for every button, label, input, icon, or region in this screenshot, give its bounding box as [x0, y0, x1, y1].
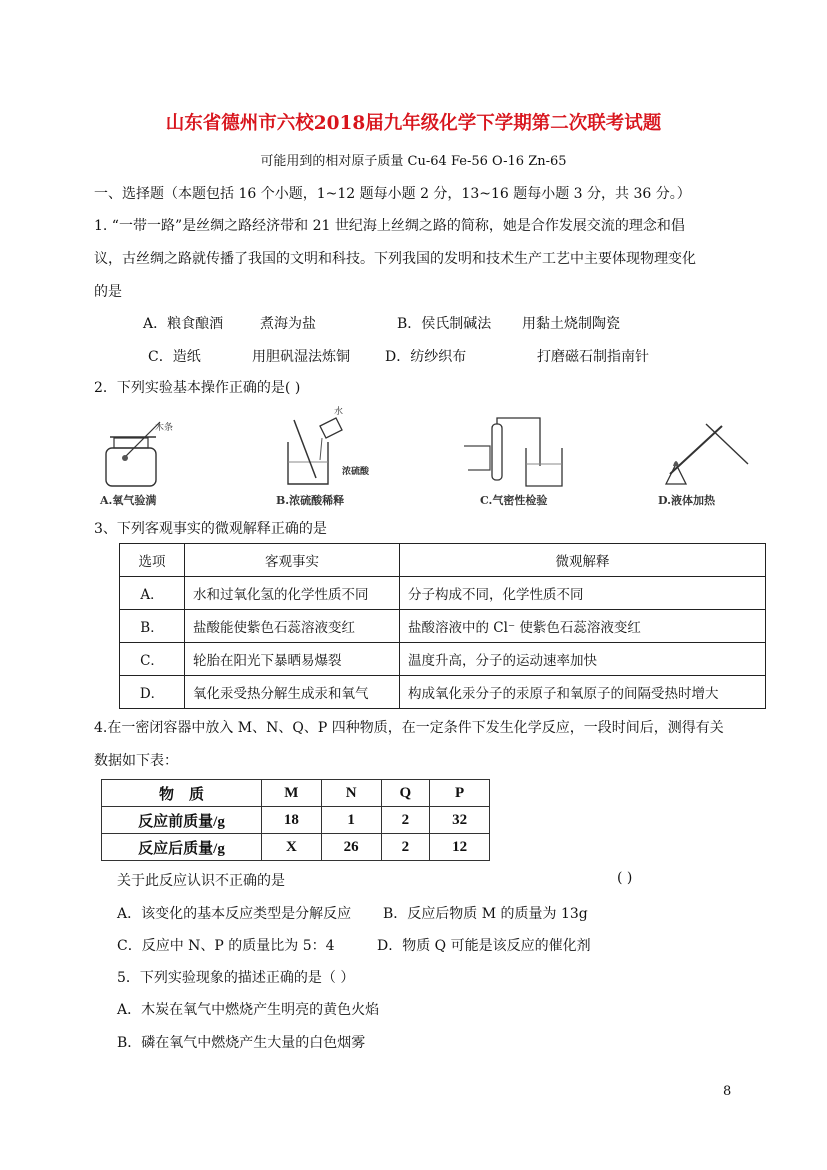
figure-airtightness-check [462, 400, 582, 510]
header-p: P [430, 780, 490, 807]
table-row [120, 610, 766, 643]
cell-n: 26 [321, 834, 381, 861]
q2-stem: 2．下列实验基本操作正确的是( ) [94, 380, 301, 396]
q3-stem: 3、下列客观事实的微观解释正确的是 [94, 521, 327, 537]
cell-p: 32 [430, 807, 490, 834]
row-explanation: 盐酸溶液中的 Cl⁻ 使紫色石蕊溶液变红 [400, 610, 766, 643]
q4-stem-line1: 4.在一密闭容器中放入 M、N、Q、P 四种物质，在一定条件下发生化学反应，一段时间后，测得有关 [94, 720, 724, 736]
water-label: 水 [334, 407, 344, 417]
section-heading: 一、选择题（本题包括 16 个小题，1~12 题每小题 2 分，13~16 题每小题 3 分，共 36 分。） [94, 186, 691, 202]
row-label: 反应前质量/g [102, 807, 262, 834]
caption-c: C.气密性检验 [480, 494, 548, 507]
cell-n: 1 [321, 807, 381, 834]
oxygen-bottle-diagram [100, 400, 180, 490]
figure-acid-dilution [276, 400, 386, 510]
table-row [102, 807, 490, 834]
q1-option-a-item2: 煮海为盐 [260, 316, 316, 332]
atomic-masses-note: 可能用到的相对原子质量 Cu-64 Fe-56 O-16 Zn-65 [260, 154, 567, 169]
q1-option-b: B．侯氏制碱法 [397, 316, 492, 332]
header-n: N [321, 780, 381, 807]
acid-label: 浓硫酸 [342, 467, 370, 477]
row-option: D． [120, 676, 185, 709]
table-row [120, 577, 766, 610]
q1-option-a: A．粮食酿酒 [143, 316, 224, 332]
row-fact: 盐酸能使紫色石蕊溶液变红 [185, 610, 400, 643]
header-m: M [262, 780, 322, 807]
q1-option-c-item2: 用胆矾湿法炼铜 [252, 349, 350, 365]
row-option: B． [120, 610, 185, 643]
cell-m: X [262, 834, 322, 861]
q5-option-a: A．木炭在氧气中燃烧产生明亮的黄色火焰 [117, 1002, 380, 1018]
table-row [120, 643, 766, 676]
q5-option-b: B．磷在氧气中燃烧产生大量的白色烟雾 [117, 1035, 366, 1051]
q1-stem-line2: 议，古丝绸之路就传播了我国的文明和科技。下列我国的发明和技术生产工艺中主要体现物理变化 [94, 251, 696, 267]
liquid-heating-diagram [656, 400, 756, 490]
q1-option-c: C．造纸 [148, 349, 201, 365]
header-q: Q [381, 780, 430, 807]
caption-d: D.液体加热 [658, 494, 715, 507]
q4-option-c: C．反应中 N、P 的质量比为 5：4 [117, 938, 335, 954]
table-row [102, 834, 490, 861]
q4-option-b: B．反应后物质 M 的质量为 13g [383, 906, 588, 922]
row-explanation: 分子构成不同，化学性质不同 [400, 577, 766, 610]
figure-oxygen-test [100, 400, 180, 510]
figure-liquid-heating [656, 400, 756, 510]
beaker-dilution-diagram [276, 400, 386, 490]
q1-stem-line3: 的是 [94, 284, 122, 300]
row-fact: 轮胎在阳光下暴晒易爆裂 [185, 643, 400, 676]
q4-answer-bracket: ( ) [617, 870, 633, 886]
row-fact: 氧化汞受热分解生成汞和氧气 [185, 676, 400, 709]
cell-q: 2 [381, 834, 430, 861]
header-option: 选项 [120, 544, 185, 577]
header-substance: 物 质 [102, 780, 262, 807]
q1-option-b-item2: 用黏土烧制陶瓷 [522, 316, 620, 332]
stick-label: 木条 [155, 423, 174, 433]
mass-data-table [101, 779, 490, 861]
q4-option-a: A．该变化的基本反应类型是分解反应 [117, 906, 352, 922]
page-title: 山东省德州市六校2018届九年级化学下学期第二次联考试题 [165, 113, 662, 134]
airtightness-diagram [462, 400, 582, 490]
caption-b: B.浓硫酸稀释 [276, 494, 345, 507]
q1-stem-line1: 1. “一带一路”是丝绸之路经济带和 21 世纪海上丝绸之路的简称，她是合作发展交流的理念和倡 [94, 218, 685, 234]
q5-stem: 5．下列实验现象的描述正确的是（ ） [117, 970, 355, 986]
header-fact: 客观事实 [185, 544, 400, 577]
cell-m: 18 [262, 807, 322, 834]
page-number: 8 [723, 1084, 732, 1099]
q1-option-d: D．纺纱织布 [385, 349, 467, 365]
caption-a: A.氧气验满 [100, 494, 157, 507]
row-label: 反应后质量/g [102, 834, 262, 861]
table-header-row [120, 544, 766, 577]
table-header-row [102, 780, 490, 807]
cell-p: 12 [430, 834, 490, 861]
row-option: A． [120, 577, 185, 610]
row-option: C． [120, 643, 185, 676]
table-row [120, 676, 766, 709]
row-explanation: 温度升高，分子的运动速率加快 [400, 643, 766, 676]
q4-stem-line2: 数据如下表： [94, 753, 178, 769]
q4-option-d: D．物质 Q 可能是该反应的催化剂 [377, 938, 591, 954]
row-explanation: 构成氧化汞分子的汞原子和氧原子的间隔受热时增大 [400, 676, 766, 709]
header-explanation: 微观解释 [400, 544, 766, 577]
cell-q: 2 [381, 807, 430, 834]
q4-ask: 关于此反应认识不正确的是 [117, 873, 285, 889]
row-fact: 水和过氧化氢的化学性质不同 [185, 577, 400, 610]
q1-option-d-item2: 打磨磁石制指南针 [537, 349, 649, 365]
micro-explanation-table [119, 543, 766, 709]
